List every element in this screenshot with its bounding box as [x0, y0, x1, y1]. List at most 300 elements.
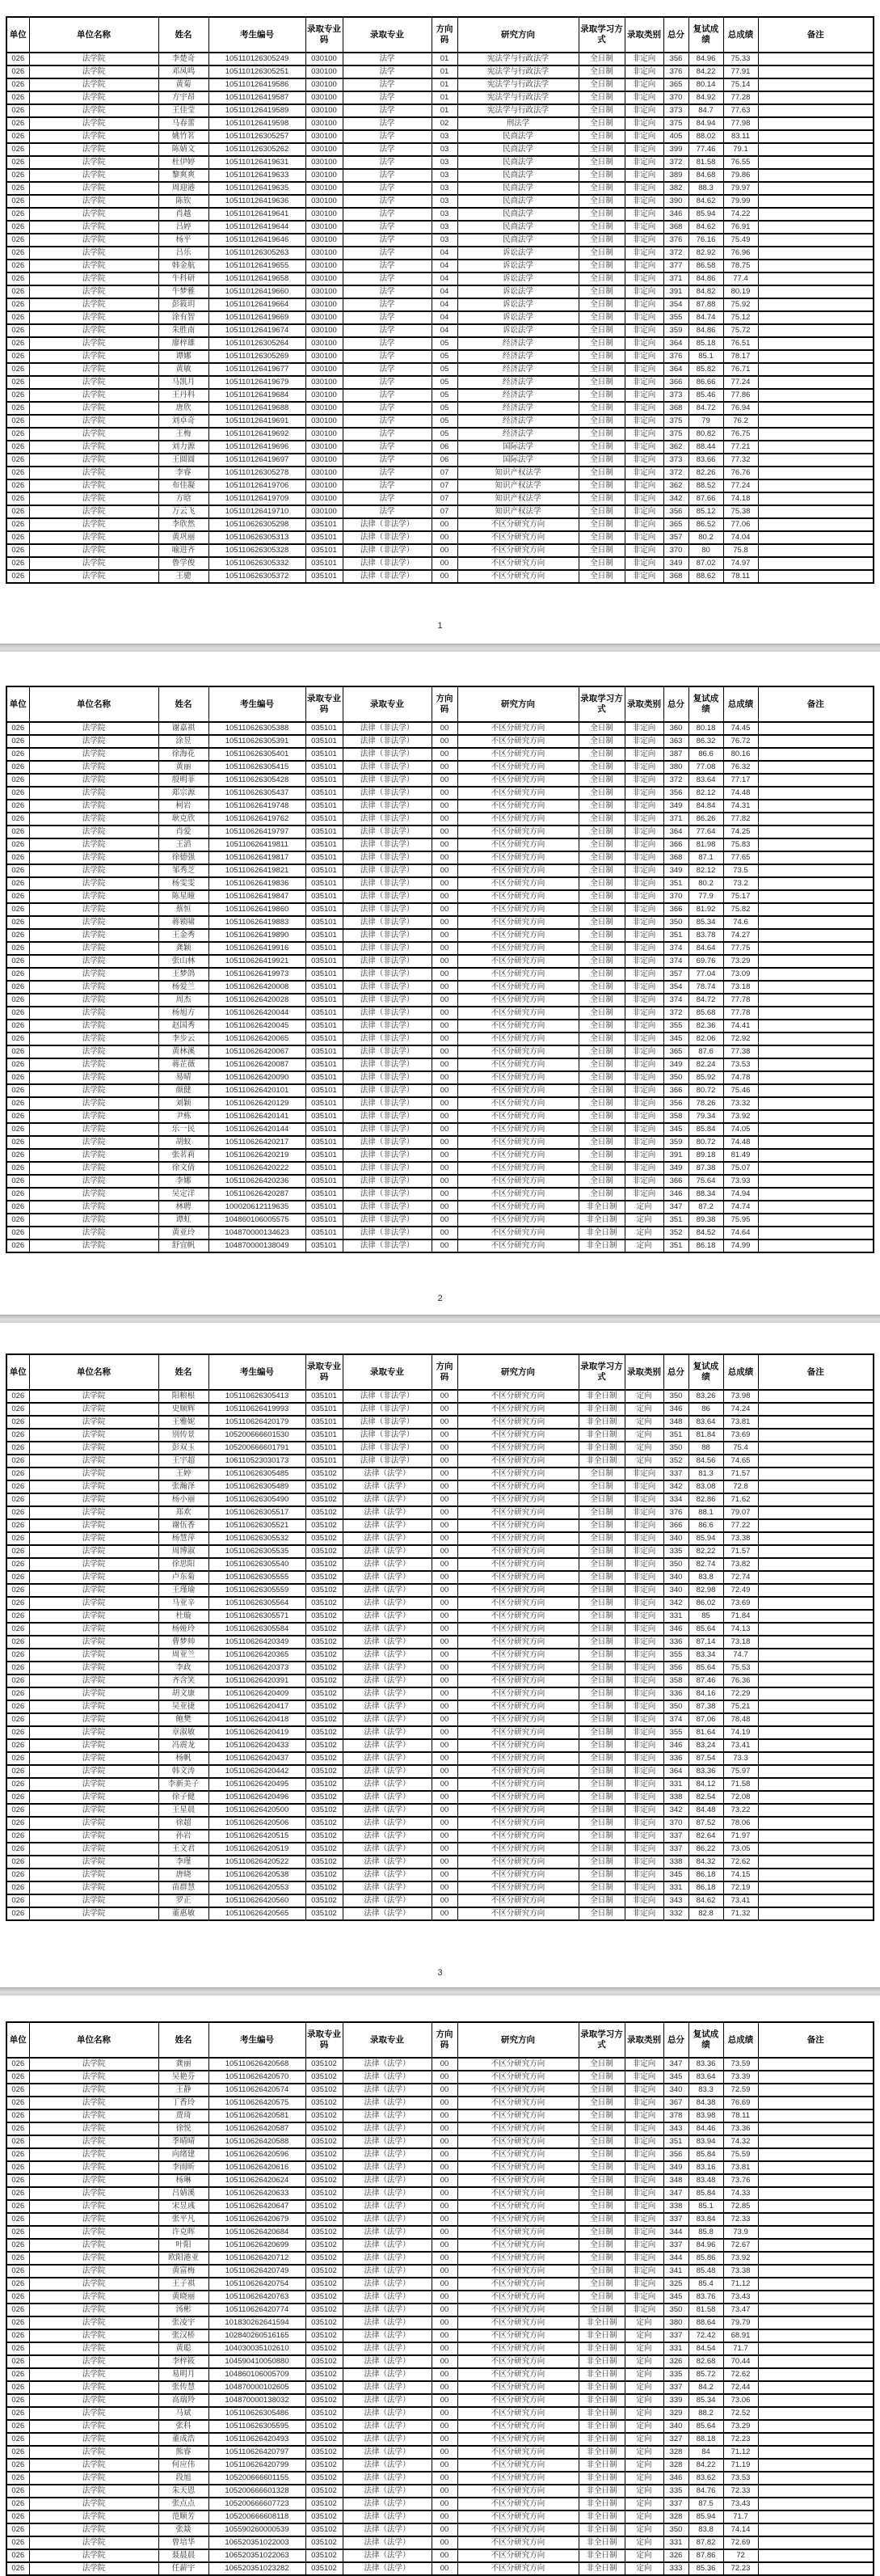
category-cell: 定向 — [625, 2472, 663, 2485]
name-cell: 张科 — [158, 2420, 208, 2433]
direction-cell: 知识产权法学 — [457, 479, 579, 492]
retest-score-cell: 84.76 — [688, 2485, 723, 2498]
total-score-cell: 75.21 — [723, 1700, 758, 1713]
table-row — [6, 2355, 874, 2368]
category-cell: 定向 — [625, 2407, 663, 2420]
table-row — [6, 156, 874, 169]
major-code-cell: 035101 — [305, 1390, 343, 1403]
candidate-number-cell: 104870000138049 — [208, 1239, 305, 1252]
unit-code-cell: 026 — [6, 2252, 29, 2265]
study-mode-cell: 非全日制 — [579, 2407, 625, 2420]
retest-score-cell: 83.62 — [688, 2472, 723, 2485]
table-row — [6, 1403, 874, 1416]
remark-cell — [758, 1778, 874, 1791]
retest-score-cell: 84.64 — [688, 942, 723, 955]
study-mode-cell: 非全日制 — [579, 2498, 625, 2511]
major-cell: 法学 — [343, 78, 432, 91]
major-code-cell: 035102 — [305, 1791, 343, 1804]
name-cell: 王梦鸽 — [158, 968, 208, 981]
study-mode-cell: 全日制 — [579, 1506, 625, 1519]
retest-score-cell: 83.76 — [688, 2291, 723, 2304]
total-score-cell: 81.49 — [723, 1149, 758, 1162]
major-cell: 法律（非法学） — [343, 1110, 432, 1123]
direction-cell: 不区分研究方向 — [457, 2304, 579, 2316]
direction-cell: 不区分研究方向 — [457, 1726, 579, 1739]
score-cell: 370 — [663, 91, 688, 104]
table-row — [6, 2135, 874, 2148]
retest-score-cell: 87.6 — [688, 1045, 723, 1058]
table-row — [6, 1136, 874, 1149]
table-row — [6, 1201, 874, 1214]
category-cell: 非定向 — [625, 78, 663, 91]
direction-cell: 不区分研究方向 — [457, 955, 579, 968]
direction-code-cell: 00 — [432, 1752, 457, 1765]
table-row — [6, 544, 874, 557]
table-row — [6, 2536, 874, 2549]
candidate-number-cell: 105110626420538 — [208, 1869, 305, 1881]
major-code-cell: 035102 — [305, 1804, 343, 1817]
unit-code-cell: 026 — [6, 1033, 29, 1045]
direction-cell: 不区分研究方向 — [457, 813, 579, 826]
major-code-cell: 030100 — [305, 143, 343, 156]
name-cell: 王圆圆 — [158, 454, 208, 467]
total-score-cell: 75.53 — [723, 1662, 758, 1674]
unit-code-cell: 026 — [6, 1713, 29, 1726]
study-mode-cell: 全日制 — [579, 298, 625, 311]
major-cell: 法学 — [343, 389, 432, 402]
name-cell: 彭双玉 — [158, 1442, 208, 1455]
major-code-cell: 035101 — [305, 1162, 343, 1175]
unit-name-cell: 法学院 — [29, 1429, 158, 1442]
study-mode-cell: 全日制 — [579, 441, 625, 454]
name-cell: 黄敏 — [158, 363, 208, 376]
total-score-cell: 77.86 — [723, 389, 758, 402]
major-code-cell: 035102 — [305, 2097, 343, 2109]
table-row — [6, 1123, 874, 1136]
retest-score-cell: 84.38 — [688, 2097, 723, 2109]
study-mode-cell: 全日制 — [579, 722, 625, 735]
retest-score-cell: 85.92 — [688, 1071, 723, 1084]
unit-code-cell: 026 — [6, 2394, 29, 2407]
major-cell: 法学 — [343, 91, 432, 104]
unit-code-cell: 026 — [6, 2148, 29, 2161]
table-row — [6, 1110, 874, 1123]
direction-code-cell: 00 — [432, 1558, 457, 1571]
category-cell: 定向 — [625, 2511, 663, 2523]
direction-cell: 不区分研究方向 — [457, 2433, 579, 2446]
direction-code-cell: 00 — [432, 1084, 457, 1097]
major-code-cell: 035102 — [305, 2187, 343, 2200]
category-cell: 非定向 — [625, 221, 663, 234]
unit-name-cell: 法学院 — [29, 247, 158, 260]
unit-code-cell: 026 — [6, 1175, 29, 1188]
unit-code-cell: 026 — [6, 1110, 29, 1123]
major-code-cell: 035102 — [305, 2446, 343, 2459]
table-row — [6, 2187, 874, 2200]
direction-code-cell: 00 — [432, 1597, 457, 1610]
direction-code-cell: 04 — [432, 285, 457, 298]
remark-cell — [758, 2058, 874, 2071]
unit-code-cell: 026 — [6, 929, 29, 942]
category-cell: 定向 — [625, 1429, 663, 1442]
total-score-cell: 77.78 — [723, 994, 758, 1007]
major-cell: 法律（法学） — [343, 1739, 432, 1752]
total-score-cell: 71.7 — [723, 2511, 758, 2523]
total-score-cell: 73.18 — [723, 981, 758, 994]
direction-cell: 不区分研究方向 — [457, 2420, 579, 2433]
unit-code-cell: 026 — [6, 722, 29, 735]
name-cell: 林聘 — [158, 1201, 208, 1214]
column-header-major-code: 录取专业码 — [305, 17, 343, 53]
major-cell: 法律（法学） — [343, 2278, 432, 2291]
unit-code-cell: 026 — [6, 2329, 29, 2342]
category-cell: 非定向 — [625, 1597, 663, 1610]
study-mode-cell: 全日制 — [579, 311, 625, 324]
category-cell: 非定向 — [625, 1571, 663, 1584]
major-cell: 法律（法学） — [343, 1752, 432, 1765]
candidate-number-cell: 105110626420754 — [208, 2278, 305, 2291]
remark-cell — [758, 2148, 874, 2161]
unit-name-cell: 法学院 — [29, 735, 158, 748]
total-score-cell: 73.29 — [723, 955, 758, 968]
category-cell: 非定向 — [625, 389, 663, 402]
score-cell: 342 — [663, 1804, 688, 1817]
unit-name-cell: 法学院 — [29, 851, 158, 864]
unit-code-cell: 026 — [6, 247, 29, 260]
retest-score-cell: 86.22 — [688, 1843, 723, 1856]
category-cell: 非定向 — [625, 2135, 663, 2148]
total-score-cell: 73.59 — [723, 2058, 758, 2071]
name-cell: 蔡恒 — [158, 903, 208, 916]
category-cell: 定向 — [625, 2381, 663, 2394]
remark-cell — [758, 2355, 874, 2368]
score-cell: 378 — [663, 2109, 688, 2122]
study-mode-cell: 全日制 — [579, 1726, 625, 1739]
candidate-number-cell: 105110626305332 — [208, 557, 305, 570]
major-cell: 法律（非法学） — [343, 1214, 432, 1227]
direction-code-cell: 00 — [432, 1162, 457, 1175]
score-cell: 380 — [663, 761, 688, 774]
retest-score-cell: 88.02 — [688, 130, 723, 143]
unit-code-cell: 026 — [6, 1545, 29, 1558]
unit-name-cell: 法学院 — [29, 2472, 158, 2485]
retest-score-cell: 80.82 — [688, 428, 723, 441]
name-cell: 姚竹茗 — [158, 130, 208, 143]
direction-code-cell: 00 — [432, 2329, 457, 2342]
major-cell: 法律（法学） — [343, 2122, 432, 2135]
table-row — [6, 851, 874, 864]
unit-code-cell: 026 — [6, 1597, 29, 1610]
unit-name-cell: 法学院 — [29, 2161, 158, 2174]
unit-name-cell: 法学院 — [29, 1403, 158, 1416]
column-header-name: 姓名 — [158, 17, 208, 53]
major-cell: 法律（非法学） — [343, 531, 432, 544]
name-cell: 高瑞羚 — [158, 2394, 208, 2407]
remark-cell — [758, 143, 874, 156]
table-row — [6, 234, 874, 247]
study-mode-cell: 全日制 — [579, 1649, 625, 1662]
direction-cell: 不区分研究方向 — [457, 1020, 579, 1033]
unit-code-cell: 026 — [6, 2342, 29, 2355]
retest-score-cell: 83.48 — [688, 2174, 723, 2187]
score-cell: 342 — [663, 1480, 688, 1493]
category-cell: 非定向 — [625, 1149, 663, 1162]
name-cell: 熊睿 — [158, 2446, 208, 2459]
direction-cell: 经济法学 — [457, 389, 579, 402]
direction-code-cell: 00 — [432, 1636, 457, 1649]
unit-name-cell: 法学院 — [29, 454, 158, 467]
table-row — [6, 337, 874, 350]
remark-cell — [758, 1467, 874, 1480]
major-code-cell: 035102 — [305, 1713, 343, 1726]
direction-cell: 不区分研究方向 — [457, 1804, 579, 1817]
direction-code-cell: 00 — [432, 1403, 457, 1416]
table-row — [6, 2407, 874, 2420]
direction-code-cell: 03 — [432, 130, 457, 143]
remark-cell — [758, 2135, 874, 2148]
unit-name-cell: 法学院 — [29, 1084, 158, 1097]
name-cell: 胡蚊 — [158, 1136, 208, 1149]
candidate-number-cell: 106110523030173 — [208, 1455, 305, 1467]
total-score-cell: 74.48 — [723, 787, 758, 800]
major-cell: 法学 — [343, 143, 432, 156]
major-cell: 法律（法学） — [343, 1765, 432, 1778]
study-mode-cell: 全日制 — [579, 2071, 625, 2084]
major-code-cell: 035102 — [305, 1545, 343, 1558]
study-mode-cell: 非全日制 — [579, 1239, 625, 1252]
score-cell: 374 — [663, 1713, 688, 1726]
direction-cell: 知识产权法学 — [457, 505, 579, 518]
table-row — [6, 402, 874, 415]
score-cell: 391 — [663, 285, 688, 298]
retest-score-cell: 82.74 — [688, 1558, 723, 1571]
major-cell: 法学 — [343, 376, 432, 389]
score-cell: 350 — [663, 2523, 688, 2536]
score-cell: 328 — [663, 2459, 688, 2472]
category-cell: 非定向 — [625, 518, 663, 531]
category-cell: 非定向 — [625, 1532, 663, 1545]
category-cell: 非定向 — [625, 1687, 663, 1700]
remark-cell — [758, 2291, 874, 2304]
major-cell: 法律（非法学） — [343, 1097, 432, 1110]
major-cell: 法律（非法学） — [343, 1416, 432, 1429]
candidate-number-cell: 105110626305486 — [208, 2407, 305, 2420]
score-cell: 368 — [663, 221, 688, 234]
retest-score-cell: 82.98 — [688, 1584, 723, 1597]
name-cell: 李梓筱 — [158, 2355, 208, 2368]
table-row — [6, 195, 874, 208]
retest-score-cell: 83.84 — [688, 2213, 723, 2226]
remark-cell — [758, 2071, 874, 2084]
major-code-cell: 035102 — [305, 1532, 343, 1545]
remark-cell — [758, 1907, 874, 1920]
remark-cell — [758, 467, 874, 479]
score-cell: 375 — [663, 428, 688, 441]
remark-cell — [758, 1007, 874, 1020]
category-cell: 非定向 — [625, 2161, 663, 2174]
major-cell: 法律（非法学） — [343, 1227, 432, 1239]
remark-cell — [758, 1843, 874, 1856]
remark-cell — [758, 968, 874, 981]
name-cell: 马春蕾 — [158, 117, 208, 130]
major-cell: 法律（非法学） — [343, 1442, 432, 1455]
remark-cell — [758, 1045, 874, 1058]
table-row — [6, 1571, 874, 1584]
unit-code-cell: 026 — [6, 2316, 29, 2329]
unit-name-cell: 法学院 — [29, 156, 158, 169]
total-score-cell: 75.17 — [723, 890, 758, 903]
study-mode-cell: 全日制 — [579, 787, 625, 800]
unit-name-cell: 法学院 — [29, 285, 158, 298]
unit-name-cell: 法学院 — [29, 104, 158, 117]
major-code-cell: 035101 — [305, 1188, 343, 1201]
score-cell: 325 — [663, 2278, 688, 2291]
study-mode-cell: 全日制 — [579, 735, 625, 748]
score-cell: 331 — [663, 1881, 688, 1894]
retest-score-cell: 89.18 — [688, 1149, 723, 1162]
candidate-number-cell: 105110626420633 — [208, 2187, 305, 2200]
table-row — [6, 1162, 874, 1175]
remark-cell — [758, 1674, 874, 1687]
direction-code-cell: 06 — [432, 454, 457, 467]
table-row — [6, 813, 874, 826]
unit-name-cell: 法学院 — [29, 2433, 158, 2446]
table-row — [6, 1778, 874, 1791]
direction-code-cell: 00 — [432, 1390, 457, 1403]
remark-cell — [758, 1429, 874, 1442]
direction-cell: 不区分研究方向 — [457, 2329, 579, 2342]
table-row — [6, 1149, 874, 1162]
retest-score-cell: 77.04 — [688, 968, 723, 981]
major-cell: 法律（法学） — [343, 1662, 432, 1674]
category-cell: 非定向 — [625, 1493, 663, 1506]
direction-code-cell: 00 — [432, 826, 457, 838]
name-cell: 杨慧萍 — [158, 1532, 208, 1545]
score-cell: 376 — [663, 234, 688, 247]
remark-cell — [758, 735, 874, 748]
direction-cell: 不区分研究方向 — [457, 1149, 579, 1162]
candidate-number-cell: 105110626420763 — [208, 2291, 305, 2304]
column-header-study-mode: 录取学习方式 — [579, 686, 625, 722]
name-cell: 周博淑 — [158, 1545, 208, 1558]
direction-cell: 不区分研究方向 — [457, 1881, 579, 1894]
total-score-cell: 74.27 — [723, 929, 758, 942]
candidate-number-cell: 100020612119635 — [208, 1201, 305, 1214]
retest-score-cell: 87.46 — [688, 1674, 723, 1687]
unit-code-cell: 026 — [6, 1636, 29, 1649]
major-code-cell: 035102 — [305, 2265, 343, 2278]
table-row — [6, 1558, 874, 1571]
total-score-cell: 72.74 — [723, 1571, 758, 1584]
remark-cell — [758, 389, 874, 402]
candidate-number-cell: 105110126305251 — [208, 65, 305, 78]
major-code-cell: 035102 — [305, 2200, 343, 2213]
unit-name-cell: 法学院 — [29, 1765, 158, 1778]
remark-cell — [758, 1162, 874, 1175]
table-row — [6, 1493, 874, 1506]
candidate-number-cell: 105110626420596 — [208, 2148, 305, 2161]
direction-cell: 不区分研究方向 — [457, 1506, 579, 1519]
major-code-cell: 035102 — [305, 1597, 343, 1610]
column-header-total-score: 总成绩 — [723, 1354, 758, 1390]
study-mode-cell: 全日制 — [579, 2135, 625, 2148]
direction-code-cell: 00 — [432, 2394, 457, 2407]
total-score-cell: 74.14 — [723, 2523, 758, 2536]
unit-code-cell: 026 — [6, 65, 29, 78]
category-cell: 非定向 — [625, 864, 663, 877]
total-score-cell: 73.38 — [723, 2265, 758, 2278]
direction-code-cell: 00 — [432, 2316, 457, 2329]
major-cell: 法律（法学） — [343, 2498, 432, 2511]
name-cell: 黄富梅 — [158, 2265, 208, 2278]
category-cell: 非定向 — [625, 942, 663, 955]
table-wrap — [0, 2021, 880, 2576]
remark-cell — [758, 851, 874, 864]
study-mode-cell: 非全日制 — [579, 2381, 625, 2394]
remark-cell — [758, 298, 874, 311]
major-code-cell: 030100 — [305, 415, 343, 428]
candidate-number-cell: 105110626305415 — [208, 761, 305, 774]
table-row — [6, 169, 874, 182]
total-score-cell: 73.81 — [723, 1416, 758, 1429]
candidate-number-cell: 105110126419635 — [208, 182, 305, 195]
score-cell: 371 — [663, 813, 688, 826]
category-cell: 非定向 — [625, 1084, 663, 1097]
category-cell: 非定向 — [625, 955, 663, 968]
major-code-cell: 035102 — [305, 2368, 343, 2381]
score-cell: 374 — [663, 942, 688, 955]
retest-score-cell: 82.64 — [688, 1830, 723, 1843]
unit-code-cell: 026 — [6, 1201, 29, 1214]
category-cell: 非定向 — [625, 2097, 663, 2109]
remark-cell — [758, 1558, 874, 1571]
major-code-cell: 030100 — [305, 182, 343, 195]
column-header-score: 总分 — [663, 1354, 688, 1390]
table-row — [6, 1610, 874, 1623]
score-cell: 366 — [663, 903, 688, 916]
score-cell: 336 — [663, 1752, 688, 1765]
major-code-cell: 035101 — [305, 1110, 343, 1123]
name-cell: 唐晓 — [158, 1869, 208, 1881]
total-score-cell: 78.48 — [723, 1713, 758, 1726]
score-cell: 343 — [663, 1894, 688, 1907]
major-cell: 法律（法学） — [343, 1856, 432, 1869]
category-cell: 非定向 — [625, 1817, 663, 1830]
retest-score-cell: 83.36 — [688, 1765, 723, 1778]
name-cell: 邓凤鸣 — [158, 65, 208, 78]
major-code-cell: 035101 — [305, 1429, 343, 1442]
major-cell: 法律（非法学） — [343, 1403, 432, 1416]
table-wrap — [0, 16, 880, 584]
remark-cell — [758, 1700, 874, 1713]
unit-name-cell: 法学院 — [29, 1149, 158, 1162]
study-mode-cell: 全日制 — [579, 826, 625, 838]
direction-code-cell: 00 — [432, 1467, 457, 1480]
column-header-name: 姓名 — [158, 2022, 208, 2058]
unit-code-cell: 026 — [6, 272, 29, 285]
major-code-cell: 035102 — [305, 2459, 343, 2472]
name-cell: 胡文康 — [158, 1687, 208, 1700]
remark-cell — [758, 208, 874, 221]
admission-table-page-3 — [6, 1353, 874, 1921]
retest-score-cell: 82.86 — [688, 1493, 723, 1506]
remark-cell — [758, 2472, 874, 2485]
unit-code-cell: 026 — [6, 363, 29, 376]
column-header-candidate-number: 考生编号 — [208, 686, 305, 722]
remark-cell — [758, 402, 874, 415]
category-cell: 非定向 — [625, 130, 663, 143]
direction-code-cell: 00 — [432, 1493, 457, 1506]
